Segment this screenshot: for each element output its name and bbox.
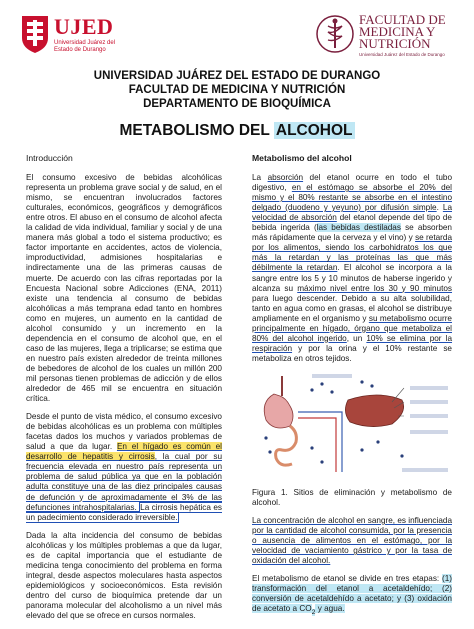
p1-u2: en el estómago se absorbe el 20% del mismo y el 80% restante se absorbe en el intestino delgado (duodeno y yeyuno) por difusión simple (252, 183, 453, 213)
p1-a: La (252, 173, 268, 183)
p3-c: y agua. (315, 604, 345, 614)
ujed-subtitle: Universidad Juárez del Estado de Durango (54, 40, 116, 53)
intro-paragraph-1: El consumo excesivo de bebidas alcohólicas representa un problema grave social y de salud, en el mismo, se encuentran involucrados factores culturales, económicos, geográficos y demográficos entre otros. El abuso en el consumo de alcohol afecta la calidad de vida individual, familiar y social y de una manera más global a todo el sistema productivo; es factor importante en accidentes, actos de violencia, improductividad, admisiones hospitalarias e indirectamente una de las primeras causas de muerte. De acuerdo con las cifras reportadas por la Encuesta Nacional sobre Adicciones (ENA, 2011) existe una tendencia al consumo de bebidas alcohólicas a más temprana edad tanto en hombres como en mujeres, un aumento en la cantidad de alcohol consumido y un incremento en la dependencia en el consumo de alcohol que, en el caso de las mujeres, llega a triplicarse; se estima que en nuestro país existen alrededor de treinta millones de bebedores de alcohol de los cuales un millón 200 mil personas tienen problemas de adicción y de ellos alrededor de 465 mil se encuentra en situación crítica. (26, 173, 222, 404)
p2-highlight-liver: En el hígado es común el desarrollo de hepatitis y cirrosis (26, 442, 222, 462)
metabolism-paragraph-1 (252, 173, 452, 364)
university-shield-icon (20, 14, 50, 54)
p1-c: . (436, 203, 443, 213)
faculty-name-line1: FACULTAD DE (359, 12, 446, 27)
title-highlight: ALCOHOL (275, 122, 353, 139)
p2-cirrosis-box: La cirrosis hepática es un padecimiento considerado irreversible. (26, 502, 222, 522)
institution-line-1: UNIVERSIDAD JUÁREZ DEL ESTADO DE DURANGO (93, 70, 381, 82)
faculty-emblem-icon (315, 14, 355, 54)
institution-line-3: DEPARTAMENTO DE BIOQUÍMICA (143, 98, 331, 110)
figure-caption: Figura 1. Sitios de eliminación y metabolismo de alcohol. (252, 487, 452, 507)
p1-g: para luego descender. Debido a su alta solubilidad, tanto en agua como en grasas, el alcohol se distribuye ampliamente en el organismo y (252, 293, 452, 323)
document-title (0, 122, 474, 140)
p1-b: del etanol ocurre en todo el tubo digestivo, (252, 173, 452, 193)
intro-paragraph-3: Dada la alta incidencia del consumo de bebidas alcohólicas y los múltiples problemas a que da lugar, es de capital importancia que el estudiante de medicina tenga conocimiento del problema en forma integral, desde aspectos moleculares hasta aspectos epidemiológicos y socioeconómicos. Esta revisión dentro del curso de bioquímica pretende dar un panorama molecular del alcoholismo a un nivel más elevado del que se ofrece en cursos normales. (26, 530, 222, 621)
left-column (26, 153, 222, 629)
figure-illustration (252, 372, 452, 484)
faculty-name (359, 14, 446, 50)
title-prefix: METABOLISMO DEL (119, 122, 274, 139)
metabolism-paragraph-3 (252, 574, 452, 618)
p1-d: del etanol depende del tipo de bebida ingerida ( (252, 213, 452, 233)
p1-h: , un (346, 333, 367, 343)
alcohol-metabolism-figure (252, 372, 452, 484)
institution-line-2: FACULTAD DE MEDICINA Y NUTRICIÓN (128, 84, 346, 96)
p1-f: . El alcohol se incorpora a la sangre entre los 5 y 10 minutos de haberse ingerido y alcanza su (252, 263, 452, 293)
p1-u6: su metabolismo ocurre principalmente en hígado, órgano que metaboliza el 80% del alcohol ingerido (252, 313, 452, 343)
ujed-logo (20, 14, 170, 56)
p2-text-a: Desde el punto de vista médico, el consumo excesivo de bebidas alcohólicas es un problema con múltiples facetas dados los muchos y variados problemas de salud a que da lugar. (26, 412, 222, 452)
p3-a: El metabolismo de etanol se divide en tres etapas: (252, 574, 442, 584)
intro-paragraph-2 (26, 412, 222, 523)
p1-u1: absorción (267, 173, 304, 183)
p1-i: y por la orina y el 10% restante se metaboliza en otros tejidos. (252, 343, 452, 363)
p1-u4: se retarda por los alimentos, siendo los carbohidratos los que más la retardan y las proteínas las que más débilmente la retardan (252, 233, 452, 273)
right-column (252, 153, 452, 626)
metabolism-heading: Metabolismo del alcohol (252, 153, 352, 163)
faculty-name-line2: MEDICINA Y (359, 24, 436, 39)
p1-u7: 10% se elimina por la respiración (252, 333, 453, 353)
p3-sub: 2 (311, 609, 316, 617)
faculty-logo (315, 12, 465, 62)
p1-hl1: las bebidas destiladas (316, 223, 401, 233)
metabolism-paragraph-2: La concentración de alcohol en sangre, es influenciada por la cantidad de alcohol consumida, por la presencia o ausencia de alimentos en el estómago, por la velocidad de vaciamiento gástrico y por la tasa de oxidación del alcohol. (252, 516, 452, 566)
p1-e: se absorben más rápidamente que la cerveza y el vino) y (252, 223, 452, 243)
ujed-brand-text: UJED (54, 14, 114, 39)
p3-b: (1) transformación del etanol a acetaldehído; (2) conversión de acetaldehído a acetato; y (3) oxidación de acetato a CO (252, 574, 452, 614)
p1-u5: máximo nivel entre los 30 y 90 minutos (297, 283, 453, 293)
intro-heading: Introducción (26, 153, 73, 163)
p1-u3: La velocidad de absorción (252, 203, 452, 223)
p2-text-b: , la cual por su frecuencia elevada en nuestro país representa un problema de salud pública ya que en la población adulta constituye una de las diez principales causas de defunción y de aproximadamente el 3% de las defunciones intrahospitalarias. (26, 452, 222, 512)
faculty-tagline: Universidad Juárez del Estado de Durango (359, 52, 445, 57)
faculty-name-line3: NUTRICIÓN (359, 36, 431, 51)
